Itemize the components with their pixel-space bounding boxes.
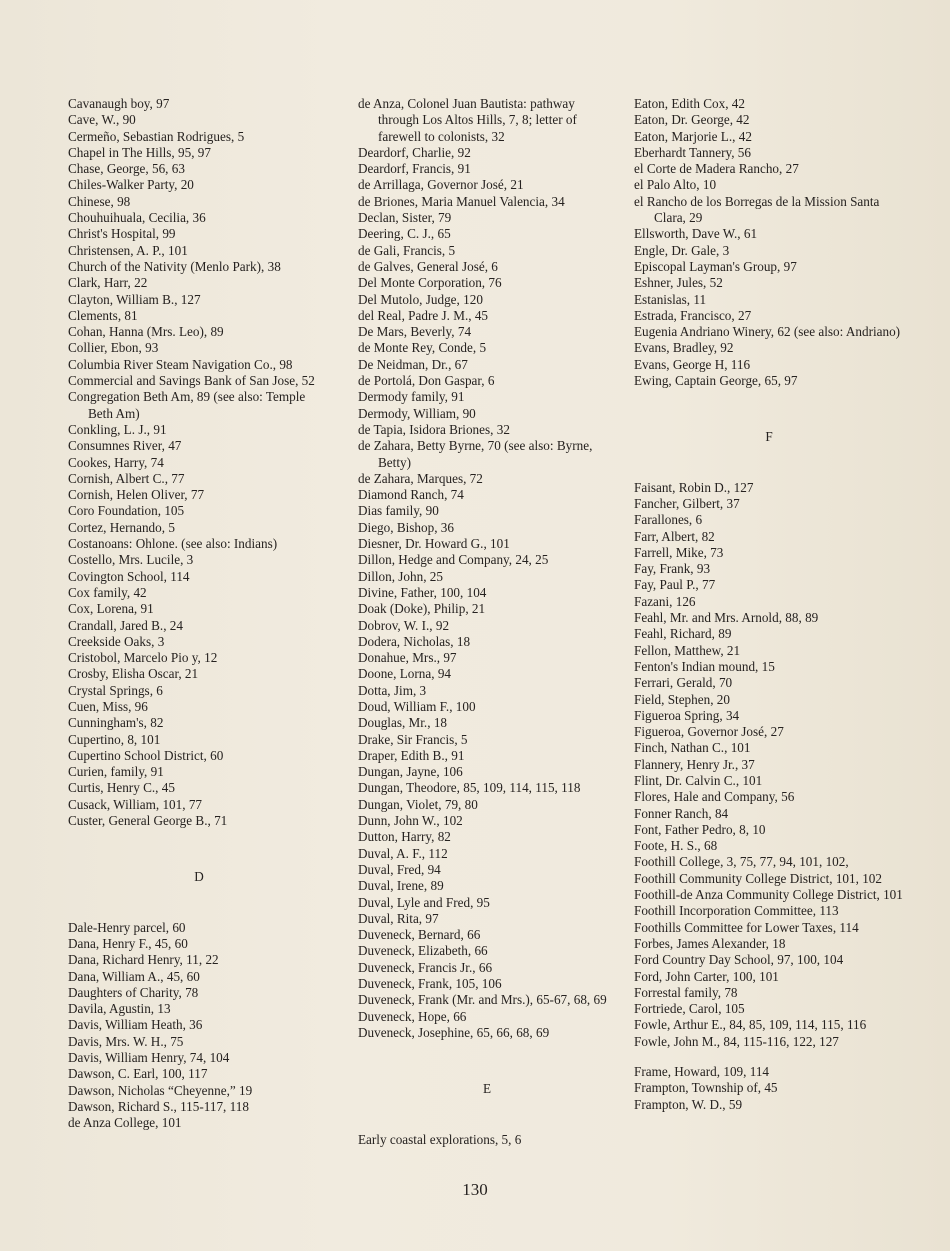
index-entry: Cohan, Hanna (Mrs. Leo), 89 (68, 324, 224, 340)
index-entry: Dawson, Nicholas “Cheyenne,” 19 (68, 1082, 253, 1098)
index-entry: de Monte Rey, Conde, 5 (358, 340, 487, 356)
index-entry: Estanislas, 11 (634, 291, 707, 307)
index-entry: Estrada, Francisco, 27 (634, 307, 752, 323)
index-entry: Cox family, 42 (68, 584, 147, 600)
index-entry: Engle, Dr. Gale, 3 (634, 242, 730, 258)
index-entry: Davis, Mrs. W. H., 75 (68, 1033, 184, 1049)
index-entry: Duval, Lyle and Fred, 95 (358, 894, 490, 910)
index-entry: Foothills Committee for Lower Taxes, 114 (634, 919, 859, 935)
index-entry: de Anza, Colonel Juan Bautista: pathway through Los Altos Hills, 7, 8; letter of farewell to colonists, 32 (358, 96, 577, 144)
index-entry: Foothill College, 3, 75, 77, 94, 101, 102, (634, 854, 849, 870)
index-entry: de Briones, Maria Manuel Valencia, 34 (358, 193, 565, 209)
index-entry: Evans, George H, 116 (634, 356, 751, 372)
index-entry: Duveneck, Frank, 105, 106 (358, 976, 502, 992)
index-entry: Ferrari, Gerald, 70 (634, 675, 733, 691)
index-entry: Coro Foundation, 105 (68, 503, 185, 519)
index-entry: Cuen, Miss, 96 (68, 698, 148, 714)
index-entry: Curien, family, 91 (68, 764, 164, 780)
index-entry: Donahue, Mrs., 97 (358, 650, 457, 666)
index-entry: De Neidman, Dr., 67 (358, 356, 468, 372)
index-entry: el Palo Alto, 10 (634, 177, 717, 193)
index-entry: Foothill-de Anza Community College District, 101 (634, 887, 903, 903)
section-letter: E (482, 1081, 492, 1097)
index-entry: Fowle, Arthur E., 84, 85, 109, 114, 115, 116 (634, 1017, 867, 1033)
index-entry: Duveneck, Josephine, 65, 66, 68, 69 (358, 1024, 550, 1040)
index-entry: Flint, Dr. Calvin C., 101 (634, 772, 763, 788)
index-entry: Forbes, James Alexander, 18 (634, 935, 786, 951)
index-entry: Dermody family, 91 (358, 389, 465, 405)
index-entry: Deardorf, Charlie, 92 (358, 144, 471, 160)
index-entry: Duveneck, Elizabeth, 66 (358, 943, 488, 959)
index-entry: Eaton, Edith Cox, 42 (634, 96, 745, 111)
index-entry: Episcopal Layman's Group, 97 (634, 258, 797, 274)
index-entry: Chapel in The Hills, 95, 97 (68, 144, 211, 160)
section-letter: D (194, 869, 204, 885)
index-entry: Duval, Irene, 89 (358, 878, 444, 894)
page-edge (928, 0, 950, 40)
index-entry: Cupertino, 8, 101 (68, 731, 161, 747)
index-entry: Doak (Doke), Philip, 21 (358, 601, 486, 617)
index-entry: Evans, Bradley, 92 (634, 340, 734, 356)
index-entry: Duveneck, Bernard, 66 (358, 927, 481, 943)
index-entry: Dodera, Nicholas, 18 (358, 633, 471, 649)
index-entry: Eaton, Marjorie L., 42 (634, 128, 752, 144)
index-entry: Chiles-Walker Party, 20 (68, 177, 194, 193)
index-entry: de Gali, Francis, 5 (358, 242, 456, 258)
index-entry: de Tapia, Isidora Briones, 32 (358, 421, 510, 437)
index-entry: Duval, Fred, 94 (358, 861, 441, 877)
index-entry: Davis, William Henry, 74, 104 (68, 1050, 230, 1066)
index-entry: Daughters of Charity, 78 (68, 984, 199, 1000)
index-entry: Duveneck, Hope, 66 (358, 1008, 467, 1024)
index-entry: Fancher, Gilbert, 37 (634, 495, 740, 511)
index-entry: Fay, Frank, 93 (634, 561, 711, 577)
index-entry: Christensen, A. P., 101 (68, 242, 188, 258)
index-entry: Dawson, C. Earl, 100, 117 (68, 1066, 208, 1082)
index-entry: Draper, Edith B., 91 (358, 747, 465, 763)
index-entry: Early coastal explorations, 5, 6 (358, 1131, 522, 1147)
index-entry: Figueroa Spring, 34 (634, 707, 740, 723)
section-gap (634, 389, 904, 429)
index-entry: Dermody, William, 90 (358, 405, 476, 421)
index-entry: Fazani, 126 (634, 593, 696, 609)
index-entry: Duval, A. F., 112 (358, 845, 448, 861)
index-entry: Crandall, Jared B., 24 (68, 617, 183, 633)
index-entry: de Zahara, Betty Byrne, 70 (see also: Byrne, Betty) (358, 438, 593, 470)
index-entry: Ewing, Captain George, 65, 97 (634, 373, 798, 389)
index-entry: Dana, William A., 45, 60 (68, 968, 200, 984)
index-entry: Cornish, Albert C., 77 (68, 470, 185, 486)
index-entry: Congregation Beth Am, 89 (see also: Temple Beth Am) (68, 389, 306, 421)
section-gap (68, 886, 330, 920)
index-entry: Farrell, Mike, 73 (634, 544, 724, 560)
index-entry: Chinese, 98 (68, 193, 131, 209)
index-entry: Cupertino School District, 60 (68, 747, 224, 763)
index-column-2 (358, 96, 616, 1148)
index-entry: el Rancho de los Borregas de la Mission Santa Clara, 29 (634, 193, 880, 226)
index-entry: Chouhuihuala, Cecilia, 36 (68, 210, 206, 226)
index-entry: De Mars, Beverly, 74 (358, 324, 472, 340)
index-entry: Commercial and Savings Bank of San Jose, 52 (68, 373, 315, 389)
index-entry: Dillon, Hedge and Company, 24, 25 (358, 552, 549, 568)
index-entry: Dungan, Theodore, 85, 109, 114, 115, 118 (358, 780, 581, 796)
index-entry: Clayton, William B., 127 (68, 291, 201, 307)
index-entry: Cornish, Helen Oliver, 77 (68, 487, 205, 503)
index-entry: Duveneck, Francis Jr., 66 (358, 959, 493, 975)
index-entry: Duval, Rita, 97 (358, 910, 439, 926)
index-entry: Forrestal family, 78 (634, 984, 738, 1000)
index-entry: Frampton, W. D., 59 (634, 1096, 743, 1112)
index-entry: Deering, C. J., 65 (358, 226, 451, 242)
index-entry: Font, Father Pedro, 8, 10 (634, 821, 766, 837)
index-entry: Doone, Lorna, 94 (358, 666, 452, 682)
index-entry: Dias family, 90 (358, 503, 439, 519)
index-entry: Crosby, Elisha Oscar, 21 (68, 666, 199, 682)
section-gap (358, 1041, 616, 1081)
index-entry: Conkling, L. J., 91 (68, 421, 167, 437)
index-entry: Divine, Father, 100, 104 (358, 584, 487, 600)
index-entry: Cristobol, Marcelo Pio y, 12 (68, 650, 218, 666)
index-entry: Cermeño, Sebastian Rodrigues, 5 (68, 128, 245, 144)
index-entry: Cavanaugh boy, 97 (68, 96, 170, 111)
index-entry: Frampton, Township of, 45 (634, 1080, 778, 1096)
section-gap (358, 1098, 616, 1132)
section-gap (634, 446, 904, 480)
index-entry: Fowle, John M., 84, 115-116, 122, 127 (634, 1033, 839, 1049)
index-entry: Cox, Lorena, 91 (68, 601, 154, 617)
index-entry: Fellon, Matthew, 21 (634, 642, 741, 658)
index-entry: Ford Country Day School, 97, 100, 104 (634, 952, 844, 968)
index-entry: Farr, Albert, 82 (634, 528, 715, 544)
index-entry: Douglas, Mr., 18 (358, 715, 448, 731)
index-entry: Doud, William F., 100 (358, 698, 476, 714)
index-entry: Christ's Hospital, 99 (68, 226, 176, 242)
index-entry: Davis, William Heath, 36 (68, 1017, 203, 1033)
index-entry: Cave, W., 90 (68, 112, 136, 128)
index-entry: Figueroa, Governor José, 27 (634, 724, 784, 740)
index-entry: Dunn, John W., 102 (358, 813, 463, 829)
index-entry: Cusack, William, 101, 77 (68, 796, 203, 812)
index-entry: Dillon, John, 25 (358, 568, 443, 584)
index-entry: Custer, General George B., 71 (68, 813, 228, 829)
index-entry: Curtis, Henry C., 45 (68, 780, 175, 796)
index-entry: Davila, Agustin, 13 (68, 1001, 171, 1017)
index-entry: Foothill Incorporation Committee, 113 (634, 903, 839, 919)
index-entry: Dotta, Jim, 3 (358, 682, 427, 698)
index-entry: Declan, Sister, 79 (358, 210, 452, 226)
index-entry: Eshner, Jules, 52 (634, 275, 723, 291)
index-entry: Duveneck, Frank (Mr. and Mrs.), 65-67, 68, 69 (358, 992, 607, 1008)
index-entry: Church of the Nativity (Menlo Park), 38 (68, 258, 281, 274)
index-entry: Crystal Springs, 6 (68, 682, 163, 698)
index-entry: Flores, Hale and Company, 56 (634, 789, 795, 805)
index-entry (634, 1050, 904, 1064)
index-entry: del Real, Padre J. M., 45 (358, 307, 489, 323)
index-entry: Ellsworth, Dave W., 61 (634, 226, 758, 242)
index-entry: de Arrillaga, Governor José, 21 (358, 177, 524, 193)
index-entry: Flannery, Henry Jr., 37 (634, 756, 755, 772)
index-column-1 (68, 96, 330, 1132)
index-entry: Dana, Henry F., 45, 60 (68, 935, 188, 951)
index-entry: Columbia River Steam Navigation Co., 98 (68, 356, 293, 372)
index-entry: Eberhardt Tannery, 56 (634, 144, 751, 160)
index-entry: Foothill Community College District, 101, 102 (634, 870, 882, 886)
index-entry: Dawson, Richard S., 115-117, 118 (68, 1098, 249, 1114)
index-entry: Dutton, Harry, 82 (358, 829, 451, 845)
index-entry: Faisant, Robin D., 127 (634, 479, 754, 495)
index-entry: Chase, George, 56, 63 (68, 161, 185, 177)
index-entry: Foote, H. S., 68 (634, 838, 718, 854)
index-entry: de Galves, General José, 6 (358, 258, 498, 274)
section-letter: F (765, 429, 773, 445)
index-entry: Feahl, Mr. and Mrs. Arnold, 88, 89 (634, 610, 819, 626)
index-entry: Cunningham's, 82 (68, 715, 164, 731)
index-entry: Eugenia Andriano Winery, 62 (see also: Andriano) (634, 324, 901, 340)
index-entry: Ford, John Carter, 100, 101 (634, 968, 779, 984)
index-entry: Dungan, Jayne, 106 (358, 764, 463, 780)
index-entry: Dungan, Violet, 79, 80 (358, 796, 478, 812)
index-entry: Del Monte Corporation, 76 (358, 275, 502, 291)
index-entry: Field, Stephen, 20 (634, 691, 730, 707)
index-entry: Frame, Howard, 109, 114 (634, 1064, 770, 1080)
index-entry: Costello, Mrs. Lucile, 3 (68, 552, 194, 568)
index-entry: Clark, Harr, 22 (68, 275, 148, 291)
index-entry: Fortriede, Carol, 105 (634, 1001, 745, 1017)
index-entry: Diesner, Dr. Howard G., 101 (358, 536, 510, 552)
index-entry: Costanoans: Ohlone. (see also: Indians) (68, 536, 278, 552)
index-entry: Eaton, Dr. George, 42 (634, 112, 750, 128)
index-entry: Collier, Ebon, 93 (68, 340, 159, 356)
index-entry: el Corte de Madera Rancho, 27 (634, 161, 799, 177)
index-entry: Fay, Paul P., 77 (634, 577, 716, 593)
index-entry: Clements, 81 (68, 307, 138, 323)
index-entry: Del Mutolo, Judge, 120 (358, 291, 483, 307)
index-entry: Consumnes River, 47 (68, 438, 182, 454)
index-entry: Feahl, Richard, 89 (634, 626, 732, 642)
index-column-3 (634, 96, 904, 1113)
index-entry: Fonner Ranch, 84 (634, 805, 729, 821)
index-entry: de Portolá, Don Gaspar, 6 (358, 373, 495, 389)
index-entry: Covington School, 114 (68, 568, 190, 584)
index-entry: de Anza College, 101 (68, 1115, 182, 1131)
index-entry: de Zahara, Marques, 72 (358, 470, 483, 486)
index-entry: Dana, Richard Henry, 11, 22 (68, 952, 219, 968)
index-entry: Diego, Bishop, 36 (358, 519, 454, 535)
index-entry: Drake, Sir Francis, 5 (358, 731, 468, 747)
index-entry: Fenton's Indian mound, 15 (634, 658, 775, 674)
index-entry: Dobrov, W. I., 92 (358, 617, 450, 633)
index-entry: Finch, Nathan C., 101 (634, 740, 751, 756)
index-entry: Cookes, Harry, 74 (68, 454, 164, 470)
page-number: 130 (462, 1180, 488, 1199)
index-entry: Creekside Oaks, 3 (68, 633, 165, 649)
section-gap (68, 829, 330, 869)
index-entry: Cortez, Hernando, 5 (68, 519, 175, 535)
index-entry: Diamond Ranch, 74 (358, 487, 464, 503)
index-entry: Farallones, 6 (634, 512, 703, 528)
index-entry: Deardorf, Francis, 91 (358, 161, 471, 177)
index-entry: Dale-Henry parcel, 60 (68, 919, 186, 935)
